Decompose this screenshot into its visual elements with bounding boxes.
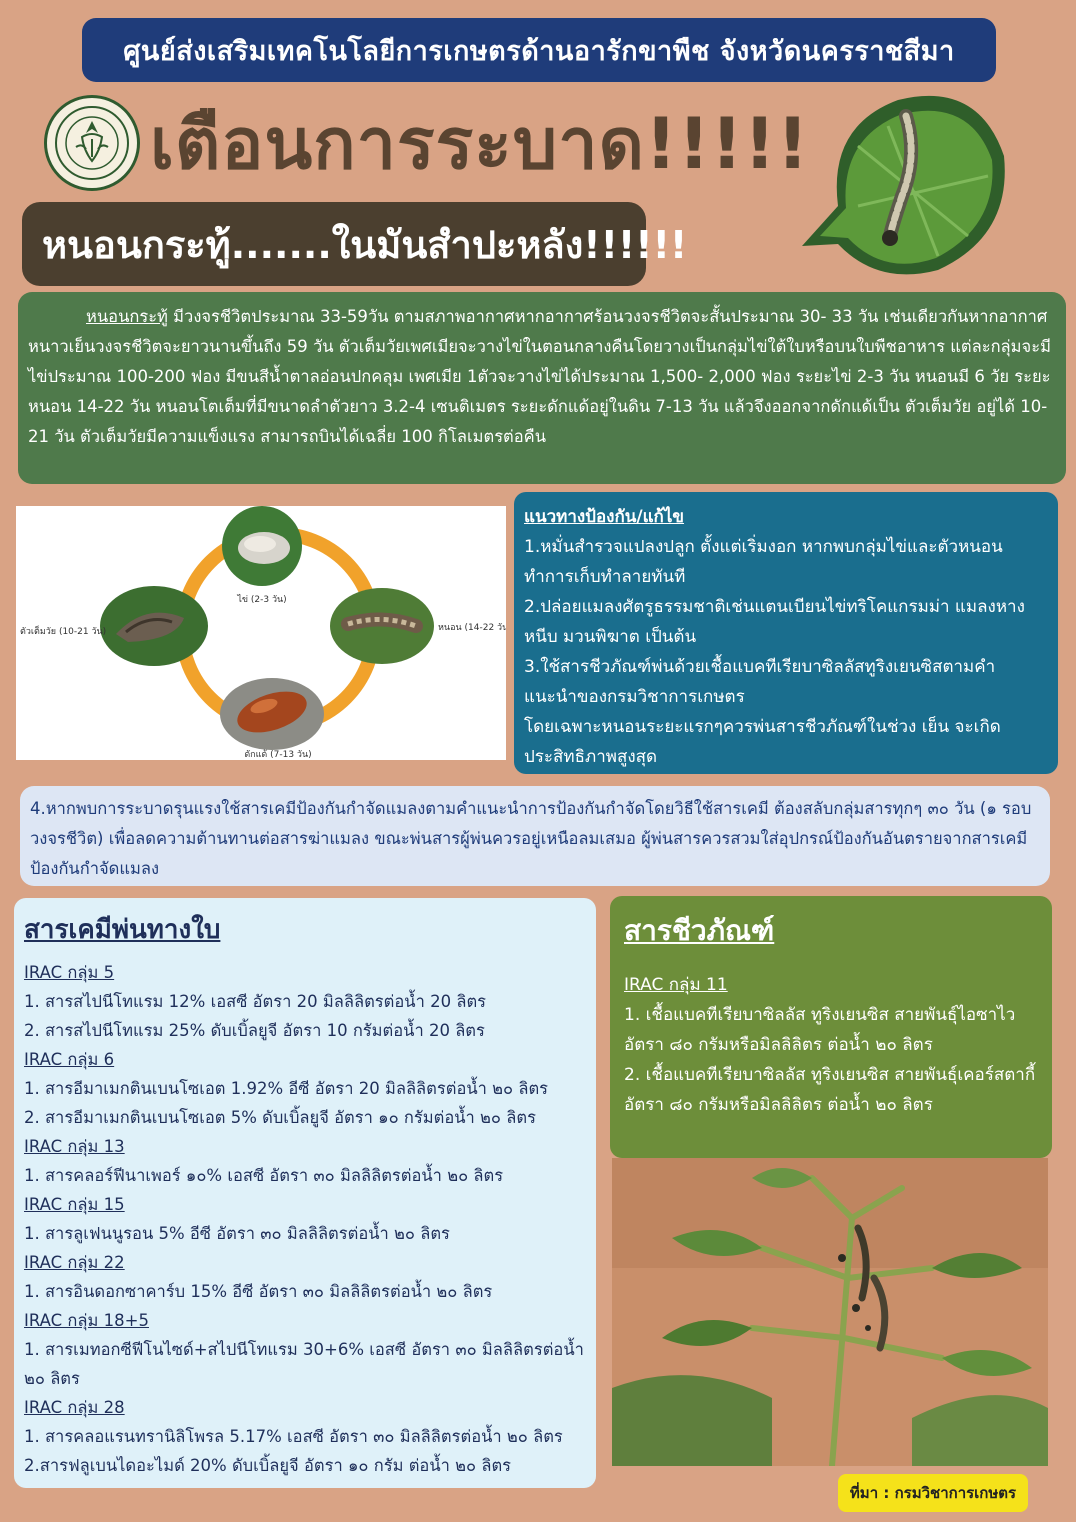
larva-stage-label: หนอน (14-22 วัน) [438,623,506,633]
cassava-damage-photo [612,1158,1048,1466]
chemical-item: 1. สารอีมาเมกตินเบนโซเอต 1.92% อีซี อัตรา 20 มิลลิลิตรต่อน้ำ ๒๐ ลิตร [24,1079,549,1098]
caterpillar-photo [798,86,1012,280]
chemical-item: 2. สารอีมาเมกตินเบนโซเอต 5% ดับเบิ้ลยูจี อัตรา ๑๐ กรัมต่อน้ำ ๒๐ ลิตร [24,1108,536,1127]
irac-group-label: IRAC กลุ่ม 18+5 [24,1311,149,1330]
pest-title: หนอนกระทู้.......ในมันสำปะหลัง!!!!!! [42,222,688,267]
chemical-item: 1. สารสไปนีโทแรม 12% เอสซี อัตรา 20 มิลลิลิตรต่อน้ำ 20 ลิตร [24,992,487,1011]
chemical-item: 1. สารเมทอกซีฟีโนไซด์+สไปนีโทแรม 30+6% เอสซี อัตรา ๓๐ มิลลิลิตรต่อน้ำ ๒๐ ลิตร [24,1340,584,1388]
irac-group-label: IRAC กลุ่ม 6 [24,1050,115,1069]
chemical-warning-text: 4.หากพบการระบาดรุนแรงใช้สารเคมีป้องกันกำจัดแมลงตามคำแนะนำการป้องกันกำจัดโดยวิธีใช้สารเคมี ต้องสลับกลุ่มสารทุกๆ ๓๐ วัน (๑ รอบวงจรชีวิต) เพื่อลดความต้านทานต่อสารฆ่าแมลง ขณะพ่นสารผู้พ่นควรอยู่เหนือลมเสมอ ผู้พ่นสารควรสวมใส่อุปกรณ์ป้องกันอันตรายจากสารเคมีป้องกันกำจัดแมลง [30,799,1032,878]
prevention-heading: แนวทางป้องกัน/แก้ไข [524,507,685,527]
chemical-item: 1. สารลูเฟนนูรอน 5% อีซี อัตรา ๓๐ มิลลิลิตรต่อน้ำ ๒๐ ลิตร [24,1224,450,1243]
source-text: ที่มา : กรมวิชาการเกษตร [849,1484,1017,1502]
header-banner [82,18,996,82]
chemical-item: 1. สารคลอร์ฟีนาเพอร์ ๑๐% เอสซี อัตรา ๓๐ มิลลิลิตรต่อน้ำ ๒๐ ลิตร [24,1166,504,1185]
prevention-item: 1.หมั่นสำรวจแปลงปลูก ตั้งแต่เริ่มงอก หากพบกลุ่มไข่และตัวหนอนทำการเก็บทำลายทันที [524,537,1003,587]
source-badge [838,1474,1028,1512]
irac-group-label: IRAC กลุ่ม 22 [24,1253,125,1272]
life-cycle-description [18,292,1066,484]
pupa-stage-image [220,678,324,750]
irac-group-label: IRAC กลุ่ม 28 [24,1398,125,1417]
irac-group-label: IRAC กลุ่ม 11 [624,975,728,995]
pest-title-banner [22,202,688,286]
bio-title: สารชีวภัณฑ์ [624,914,775,947]
chemical-item: 2.สารฟลูเบนไดอะไมด์ 20% ดับเบิ้ลยูจี อัตรา ๑๐ กรัม ต่อน้ำ ๒๐ ลิตร [24,1456,512,1475]
irac-group-label: IRAC กลุ่ม 15 [24,1195,125,1214]
adult-stage-image [100,586,208,666]
egg-stage-image [222,506,302,586]
bio-item: 2. เชื้อแบคทีเรียบาซิลลัส ทูริงเยนซิส สายพันธุ์เคอร์สตากี้ อัตรา ๘๐ กรัมหรือมิลลิลิตร ต่อน้ำ ๒๐ ลิตร [624,1065,1036,1115]
chemical-item: 2. สารสไปนีโทแรม 25% ดับเบิ้ลยูจี อัตรา 10 กรัมต่อน้ำ 20 ลิตร [24,1021,485,1040]
adult-stage-label: ตัวเต็มวัย (10-21 วัน) [20,627,107,637]
prevention-item: โดยเฉพาะหนอนระยะแรกๆควรพ่นสารชีวภัณฑ์ในช่วง เย็น จะเกิดประสิทธิภาพสูงสุด [524,717,1001,767]
prevention-item: 2.ปล่อยแมลงศัตรูธรรมชาติเช่นแตนเบียนไข่ทริโคแกรมม่า แมลงหางหนีบ มวนพิฆาต เป็นต้น [524,597,1025,647]
egg-stage-label: ไข่ (2-3 วัน) [237,595,287,605]
life-cycle-text: มีวงจรชีวิตประมาณ 33-59วัน ตามสภาพอากาศหากอากาศร้อนวงจรชีวิตจะสั้นประมาณ 30- 33 วัน เช่นเดียวกันหากอากาศหนาวเย็นวงจรชีวิตจะยาวนานขึ้นถึง 59 วัน ตัวเต็มวัยเพศเมียจะวางไข่ในตอนกลางคืนโดยวางเป็นกลุ่มไข่ใต้ใบหรือบนใบพืชอาหาร แต่ละกลุ่มจะมีไข่ประมาณ 100-200 ฟอง มีขนสีน้ำตาลอ่อนปกคลุม เพศเมีย 1ตัวจะวางไข่ได้ประมาณ 1,500- 2,000 ฟอง ระยะไข่ 2-3 วัน หนอนมี 6 วัย ระยะหนอน 14-22 วัน หนอนโตเต็มที่มีขนาดลำตัวยาว 3.2-4 เซนติเมตร ระยะดักแด้อยู่ในดิน 7-13 วัน แล้วจึงออกจากดักแด้เป็น ตัวเต็มวัย อยู่ได้ 10-21 วัน ตัวเต็มวัยมีความแข็งแรง สามารถบินได้เฉลี่ย 100 กิโลเมตรต่อคืน [28,307,1051,446]
irac-group-label: IRAC กลุ่ม 5 [24,963,115,982]
irac-group-label: IRAC กลุ่ม 13 [24,1137,125,1156]
life-cycle-diagram [16,506,506,760]
chemical-item: 1. สารคลอแรนทรานิลิโพรล 5.17% เอสซี อัตรา ๓๐ มิลลิลิตรต่อน้ำ ๒๐ ลิตร [24,1427,563,1446]
bio-item: 1. เชื้อแบคทีเรียบาซิลลัส ทูริงเยนซิส สายพันธุ์ไอซาไว อัตรา ๘๐ กรัมหรือมิลลิลิตร ต่อน้ำ ๒๐ ลิตร [624,1005,1016,1055]
department-logo [44,95,140,191]
header-title: ศูนย์ส่งเสริมเทคโนโลยีการเกษตรด้านอารักขาพืช จังหวัดนครราชสีมา [123,35,955,67]
warning-title: เตือนการระบาด!!!!! [150,103,810,185]
biological-products-box [610,896,1052,1158]
foliar-title: สารเคมีพ่นทางใบ [24,915,221,945]
seal-icon [52,103,132,183]
foliar-chemicals-box [14,898,596,1488]
prevention-box [514,492,1058,774]
larva-stage-image [330,588,434,664]
pest-name-label: หนอนกระทู้ [86,307,168,326]
prevention-item: 3.ใช้สารชีวภัณฑ์พ่นด้วยเชื้อแบคทีเรียบาซิลลัสทูริงเยนซิสตามคำแนะนำของกรมวิชาการเกษตร [524,657,996,707]
chemical-warning-box [20,786,1050,886]
chemical-item: 1. สารอินดอกซาคาร์บ 15% อีซี อัตรา ๓๐ มิลลิลิตรต่อน้ำ ๒๐ ลิตร [24,1282,493,1301]
pupa-stage-label: ดักแด้ (7-13 วัน) [244,750,312,760]
